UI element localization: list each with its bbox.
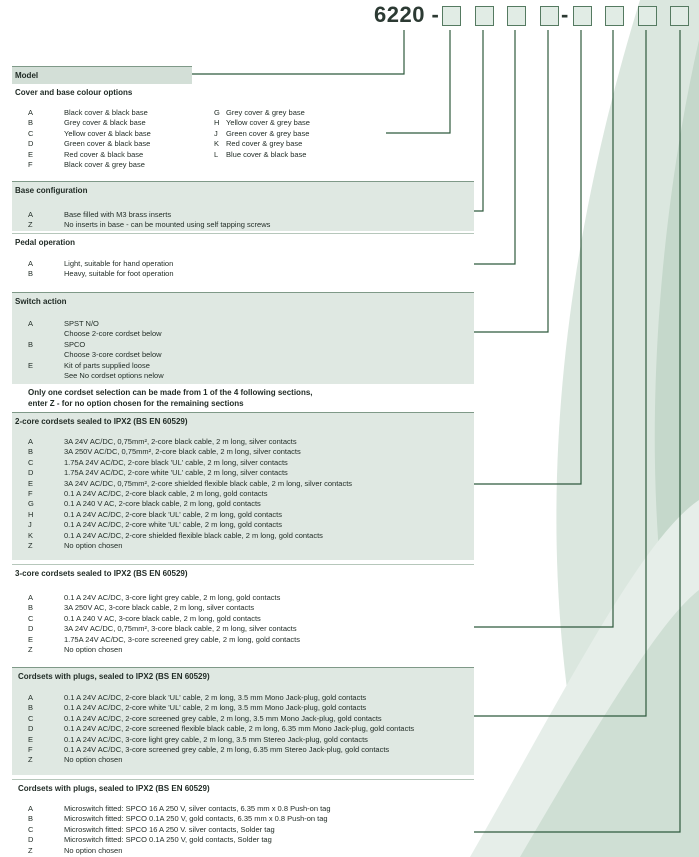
switch-action-title: Switch action xyxy=(15,297,67,306)
list-item: A Light, suitable for hand operation xyxy=(28,259,174,268)
list-item: F 0.1 A 24V AC/DC, 2-core black cable, 2 m long, gold contacts xyxy=(28,488,268,498)
colour-list-right xyxy=(198,108,398,160)
cordset-note xyxy=(28,388,313,409)
list-item: B SPCO xyxy=(28,339,86,349)
list-item: F Black cover & grey base xyxy=(28,159,145,169)
list-item: Choose 2-core cordset below xyxy=(64,329,162,339)
colour-title: Cover and base colour options xyxy=(15,88,133,97)
list-item: D Microswitch fitted: SPCO 0.1A 250 V, gold contacts, Solder tag xyxy=(28,835,272,845)
list-item: B Microswitch fitted: SPCO 0.1A 250 V, gold contacts, 6.35 mm x 0.8 Push-on tag xyxy=(28,814,328,824)
core3-title: 3-core cordsets sealed to IPX2 (BS EN 60529) xyxy=(15,569,188,578)
list-item: Z No option chosen xyxy=(28,755,123,765)
pedal-title: Pedal operation xyxy=(15,238,76,247)
list-item: D 0.1 A 24V AC/DC, 2-core screened flexible black cable, 2 m long, 6.35 mm Mono Jack-plug, gold contacts xyxy=(28,724,415,734)
model-title: Model xyxy=(15,71,39,80)
microswitch-title: Cordsets with plugs, sealed to IPX2 (BS EN 60529) xyxy=(18,784,210,793)
base-config-title: Base configuration xyxy=(15,186,88,195)
plugs-section xyxy=(12,667,474,775)
list-item: B 3A 250V AC, 3-core black cable, 2 m long, silver contacts xyxy=(28,603,255,613)
list-item: G 0.1 A 240 V AC, 2-core black cable, 2 m long, gold contacts xyxy=(28,499,261,509)
code-box-switch[interactable] xyxy=(540,6,559,26)
list-item: E 0.1 A 24V AC/DC, 3-core light grey cable, 2 m long, 3.5 mm Stereo Jack-plug, gold contacts xyxy=(28,734,368,744)
code-box-colour[interactable] xyxy=(442,6,461,26)
list-item: B 0.1 A 24V AC/DC, 2-core white 'UL' cable, 2 m long, 3.5 mm Mono Jack-plug, gold contacts xyxy=(28,703,367,713)
base-config-section xyxy=(12,181,474,231)
switch-action-section xyxy=(12,292,474,384)
list-item: A Microswitch fitted: SPCO 16 A 250 V, silver contacts, 6.35 mm x 0.8 Push-on tag xyxy=(28,804,331,813)
list-item: A 3A 24V AC/DC, 0,75mm², 2-core black cable, 2 m long, silver contacts xyxy=(28,437,297,446)
microswitch-section xyxy=(12,779,474,857)
pedal-section xyxy=(12,233,474,291)
list-item: H 0.1 A 24V AC/DC, 2-core black 'UL' cable, 2 m long, gold contacts xyxy=(28,509,282,519)
core2-section xyxy=(12,412,474,560)
list-item: Z No option chosen xyxy=(28,644,123,654)
list-item: C Microswitch fitted: SPCO 16 A 250 V. silver contacts, Solder tag xyxy=(28,824,275,834)
plugs-title: Cordsets with plugs, sealed to IPX2 (BS EN 60529) xyxy=(18,672,210,681)
list-item: A SPST N/O xyxy=(28,319,99,328)
cordset-note-line-1: Only one cordset selection can be made from 1 of the 4 following sections, xyxy=(28,388,313,397)
part-code-prefix: 6220 - xyxy=(374,2,440,27)
list-item: B Grey cover & black base xyxy=(28,118,146,128)
list-item: J 0.1 A 24V AC/DC, 2-core white 'UL' cable, 2 m long, gold contacts xyxy=(28,520,282,530)
list-item: B Heavy, suitable for foot operation xyxy=(28,269,174,279)
list-item: See No cordset options nelow xyxy=(64,370,164,380)
list-item: E Red cover & black base xyxy=(28,149,144,159)
list-item: Z No option chosen xyxy=(28,845,123,855)
list-item: H Yellow cover & grey base xyxy=(214,118,310,128)
list-item: A 0.1 A 24V AC/DC, 3-core light grey cable, 2 m long, gold contacts xyxy=(28,593,281,602)
cordset-note-line-2: enter Z - for no option chosen for the remaining sections xyxy=(28,398,244,408)
list-item: G Grey cover & grey base xyxy=(214,108,305,117)
list-item: J Green cover & grey base xyxy=(214,128,310,138)
list-item: D 1.75A 24V AC/DC, 2-core white 'UL' cable, 2 m long, silver contacts xyxy=(28,468,288,478)
code-box-2core[interactable] xyxy=(573,6,592,26)
colour-section xyxy=(12,84,474,180)
list-item: E Kit of parts supplied loose xyxy=(28,360,150,370)
core3-section xyxy=(12,564,474,664)
list-item: A Black cover & black base xyxy=(28,108,148,117)
code-box-3core[interactable] xyxy=(605,6,624,26)
code-box-pedal[interactable] xyxy=(507,6,526,26)
code-box-base[interactable] xyxy=(475,6,494,26)
list-item: K 0.1 A 24V AC/DC, 2-core shielded flexible black cable, 2 m long, gold contacts xyxy=(28,530,323,540)
list-item: F 0.1 A 24V AC/DC, 3-core screened grey cable, 2 m long, 6.35 mm Stereo Jack-plug, gold contacts xyxy=(28,744,390,754)
model-section xyxy=(12,66,192,84)
part-code-dash: - xyxy=(561,2,569,27)
list-item: D 3A 24V AC/DC, 0,75mm², 3-core black cable, 2 m long, silver contacts xyxy=(28,624,297,634)
list-item: E 1.75A 24V AC/DC, 3-core screened grey cable, 2 m long, gold contacts xyxy=(28,634,300,644)
list-item: D Green cover & black base xyxy=(28,139,151,149)
core2-title: 2-core cordsets sealed to IPX2 (BS EN 60529) xyxy=(15,417,188,426)
list-item: Z No inserts in base - can be mounted using self tapping screws xyxy=(28,220,271,230)
list-item: E 3A 24V AC/DC, 0,75mm², 2-core shielded flexible black cable, 2 m long, silver contacts xyxy=(28,478,353,488)
list-item: Z No option chosen xyxy=(28,540,123,550)
list-item: C 0.1 A 240 V AC, 3-core black cable, 2 m long, gold contacts xyxy=(28,613,261,623)
list-item: L Blue cover & black base xyxy=(214,149,307,159)
list-item: A Base filled with M3 brass inserts xyxy=(28,210,172,219)
list-item: C 1.75A 24V AC/DC, 2-core black 'UL' cable, 2 m long, silver contacts xyxy=(28,457,288,467)
list-item: B 3A 250V AC/DC, 0,75mm², 2-core black cable, 2 m long, silver contacts xyxy=(28,447,301,457)
list-item: C 0.1 A 24V AC/DC, 2-core screened grey cable, 2 m long, 3.5 mm Mono Jack-plug, gold contacts xyxy=(28,713,382,723)
code-box-plugs[interactable] xyxy=(638,6,657,26)
code-box-microswitch[interactable] xyxy=(670,6,689,26)
list-item: K Red cover & grey base xyxy=(214,139,303,149)
list-item: Choose 3-core cordset below xyxy=(64,350,162,360)
list-item: A 0.1 A 24V AC/DC, 2-core black 'UL' cable, 2 m long, 3.5 mm Mono Jack-plug, gold contacts xyxy=(28,693,367,702)
list-item: C Yellow cover & black base xyxy=(28,128,151,138)
